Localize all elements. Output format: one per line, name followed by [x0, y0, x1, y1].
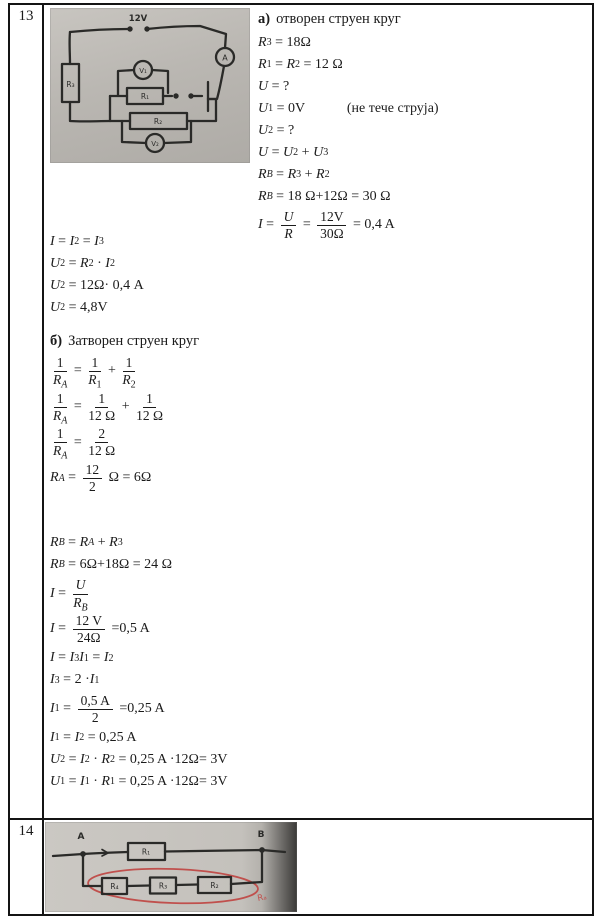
solution-b-block: [50, 231, 490, 793]
wire: [122, 121, 146, 143]
source-voltage-label: 12V: [128, 14, 148, 24]
section-b-label: б): [50, 333, 63, 350]
voltmeter-v2-label: V₂: [151, 140, 159, 148]
fraction: $\frac{U}{R}$: [281, 210, 297, 242]
solutions-table: [8, 3, 594, 916]
problem-14-cell: [44, 820, 592, 914]
formula-line: I = $\frac{U}{R}$ = $\frac{12V}{30\Omega}$ = 0,4 A: [258, 209, 395, 242]
circuit-14-drawing: [45, 822, 297, 912]
fraction: $\frac{1}{R_A}$: [53, 355, 68, 391]
section-a-lines: [258, 32, 592, 244]
parallel-resistance-lines: [50, 354, 490, 496]
formula-line: R B = R A + R 3: [50, 534, 123, 550]
wire: [70, 29, 129, 32]
circuit-13-drawing: [50, 8, 250, 163]
problem-number-14: 14: [10, 820, 44, 914]
formula-line: R 3 = 18Ω: [258, 34, 311, 50]
fraction: $\frac{12V}{30\Omega}$: [317, 210, 346, 242]
problem-number-13: 13: [10, 5, 44, 818]
closed-circuit-lines: [50, 532, 490, 793]
fraction: $\frac{1}{R_A}$: [53, 390, 68, 427]
fraction: $\frac{12}{2}$: [83, 463, 103, 495]
section-b-title: Затворен струен круг: [68, 333, 200, 350]
formula-line: R B = 18 Ω+12Ω = 30 Ω: [258, 188, 391, 204]
formula-line: U 1 = I 1 · R 1 = 0,25 A ·12Ω= 3V: [50, 773, 228, 789]
wire: [176, 885, 198, 886]
fraction: $\frac{1}{R_1}$: [88, 355, 102, 391]
formula-line: $\frac{1}{R_A}$ = $\frac{1}{12 \Omega}$ + $\frac{1}{12 \Omega}$: [53, 390, 164, 427]
resistor-r1-label: R₁: [140, 92, 150, 101]
formula-line: I 1 = $\frac{0,5 A}{2}$ =0,25 A: [50, 692, 165, 725]
fraction: $\frac{1}{R_2}$: [122, 355, 136, 391]
node-b-label: B: [257, 830, 265, 840]
formula-line: R A = $\frac{12}{2}$ Ω = 6Ω: [50, 461, 152, 495]
wire: [127, 886, 150, 887]
resistor-r4-label: R₄: [110, 882, 119, 891]
wire: [147, 26, 226, 48]
resistor-r3-label: R₃: [66, 80, 75, 89]
formula-line: I = $\frac{U}{R_B}$: [50, 577, 88, 614]
formula-line: $\frac{1}{R_A}$ = $\frac{1}{R_1}$ + $\frac{1}{R_2}$: [53, 355, 136, 391]
formula-line: $\frac{1}{R_A}$ = $\frac{2}{12 \Omega}$: [53, 426, 116, 463]
circuit-photo-13: [50, 8, 250, 163]
ammeter-label: A: [222, 53, 228, 63]
formula-line: U 1 = 0V (не тече струја): [258, 100, 439, 116]
wire: [208, 66, 224, 99]
formula-line: R B = 6Ω+18Ω = 24 Ω: [50, 556, 173, 572]
voltmeter-v1-label: V₁: [139, 67, 147, 75]
resistor-r3-label: R₃: [158, 881, 168, 891]
fraction: $\frac{12 V}{24\Omega}$: [73, 614, 105, 646]
wire: [187, 99, 216, 121]
wire: [231, 850, 262, 884]
switch-contact-dot: [173, 93, 178, 98]
wire: [53, 852, 128, 856]
series-current-lines: [50, 231, 490, 319]
formula-line: U 2 = I 2 · R 2 = 0,25 A ·12Ω= 3V: [50, 751, 228, 767]
wire: [70, 102, 110, 121]
formula-line: U 2 = R 2 · I 2: [50, 255, 115, 271]
table-row-13: [10, 5, 592, 820]
formula-line: R 1 = R 2 = 12 Ω: [258, 56, 343, 72]
formula-line: U = U 2 + U 3: [258, 144, 329, 160]
wire: [83, 854, 102, 886]
fraction: $\frac{1}{R_A}$: [53, 426, 68, 463]
section-a-label: а): [258, 11, 271, 28]
formula-line: U 2 = 12Ω· 0,4 A: [50, 277, 144, 293]
section-a-title: отворен струен круг: [276, 11, 401, 28]
resistor-r1-label: R₁: [141, 847, 151, 857]
section-b-heading: [50, 330, 490, 354]
table-row-14: [10, 820, 592, 914]
solution-a-block: [258, 8, 592, 244]
red-pen-label: Rₐ: [256, 892, 268, 904]
fraction: $\frac{U}{R_B}$: [73, 577, 88, 614]
problem-13-cell: [44, 5, 592, 818]
formula-line: I = I 3 I 1 = I 2: [50, 650, 114, 666]
fraction: $\frac{2}{12 \Omega}$: [88, 426, 116, 459]
section-a-heading: [258, 8, 592, 32]
circuit-photo-14: [45, 822, 297, 912]
wire: [152, 70, 168, 93]
formula-line: U 2 = 4,8V: [50, 299, 108, 315]
fraction: $\frac{1}{12 \Omega}$: [136, 390, 164, 423]
fraction: $\frac{0,5 A}{2}$: [78, 694, 113, 726]
node-a-label: A: [77, 832, 85, 842]
formula-line: U = ?: [258, 78, 290, 94]
formula-line: I = $\frac{12 V}{24\Omega}$ =0,5 A: [50, 612, 150, 646]
fraction: $\frac{1}{12 \Omega}$: [88, 390, 116, 423]
formula-line: I 3 = 2 · I 1: [50, 672, 100, 688]
formula-line: I = I 2 = I 3: [50, 233, 104, 249]
switch-contact-dot: [127, 26, 132, 31]
formula-line: I 1 = I 2 = 0,25 A: [50, 729, 137, 745]
resistor-r2-label: R₂: [153, 117, 163, 126]
resistor-r2-label: R₂: [210, 881, 219, 890]
formula-line: R B = R 3 + R 2: [258, 166, 330, 182]
wire: [165, 850, 285, 852]
formula-line: U 2 = ?: [258, 122, 295, 138]
